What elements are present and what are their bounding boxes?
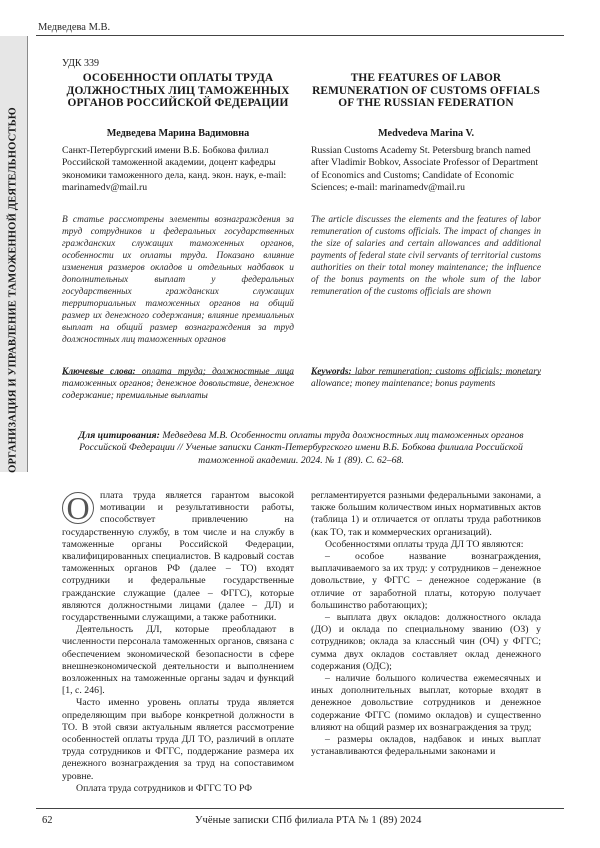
affiliation-ru: Санкт-Петербургский имени В.Б. Бобкова филиал Российской таможенной академии, доцент кафедры экономики таможенного дела, канд. экон. наук, e-mail: marinamedv@mail.ru	[62, 145, 287, 194]
title-en: THE FEATURES OF LABOR REMUNERATION OF CUSTOMS OFFIALS OF THE RUSSIAN FEDERATION	[312, 72, 540, 110]
citation-text: Медведева М.В. Особенности оплаты труда должностных лиц таможенных органов Российской Федерации // Ученые записки Санкт-Петербургского имени В.Б. Бобкова филиала Российской таможенной академии. 2024. № 1 (89). С. 62–68.	[79, 430, 524, 466]
abstract-ru: В статье рассмотрены элементы вознаграждения за труд сотрудников и федеральных государственных гражданских служащих таможенных органов, особенности их оплаты труда. Показано влияние изменения размеров окладов и отдельных надбавок и дополнительных выплат у федеральных государственных гражданских служащих территориальных таможенных органов на общий размер их денежного содержания; влияние премиальных выплат на общий размер вознаграждения за труд должностных лиц таможенных органов	[62, 215, 294, 345]
author-ru: Медведева Марина Вадимовна	[106, 128, 250, 139]
keywords-label-ru: Ключевые слова:	[62, 367, 136, 377]
author-en: Medvedeva Marina V.	[377, 128, 475, 139]
list-item: – наличие большого количества ежемесячных и иных дополнительных выплат, которые входят в денежное довольствие сотрудников и денежное содержание ФГГС (помимо окладов) и существенно влияют на общий размер их вознаграждения за труд;	[311, 673, 541, 733]
abstract-en: The article discusses the elements and the features of labor remuneration of customs officials. The impact of changes in the size of salaries and certain allowances and additional payments of federal state civil servants of territorial customs authorities on their total money maintenance; the influence of the bonus payments on the whole sum of the labor remuneration of the customs officials are shown	[311, 215, 541, 297]
affiliation-en: Russian Customs Academy St. Petersburg branch named after Vladimir Bobkov, Associate Professor of Department of Economics and Customs; Candidate of Economic Sciences; e-mail: marinamedv@mail.ru	[311, 145, 539, 194]
body-column-right	[311, 490, 541, 758]
keywords-text-ru: оплата труда; должностные лица таможенных органов; денежное довольствие, денежное содержание; премиальные выплаты	[62, 367, 294, 401]
section-side-label: ОРГАНИЗАЦИЯ И УПРАВЛЕНИЕ ТАМОЖЕННОЙ ДЕЯТЕЛЬНОСТЬЮ	[7, 107, 19, 473]
keywords-text-en: labor remuneration; customs officials; monetary allowance; money maintenance; bonus payments	[311, 367, 541, 389]
header-divider	[36, 35, 564, 36]
footer-journal-title: Учёные записки СПб филиала РТА № 1 (89) 2024	[195, 815, 422, 826]
section-side-band	[0, 36, 28, 472]
udk-code: УДК 339	[62, 58, 100, 69]
citation-block	[62, 430, 540, 467]
body-paragraph: Особенностями оплаты труда ДЛ ТО являются:	[325, 538, 524, 550]
body-paragraph: регламентируется разными федеральными законами, а также большим количеством иных нормативных актов (таблица 1) и отличается от оплаты труда работников (как ТО, так и коммерческих организаций).	[311, 490, 541, 538]
title-ru: ОСОБЕННОСТИ ОПЛАТЫ ТРУДА ДОЛЖНОСТНЫХ ЛИЦ ТАМОЖЕННЫХ ОРГАНОВ РОССИЙСКОЙ ФЕДЕРАЦИИ	[66, 72, 290, 110]
keywords-ru	[62, 366, 294, 402]
body-paragraph: Оплата труда сотрудников и ФГГС ТО РФ	[76, 782, 253, 794]
body-paragraph: Деятельность ДЛ, которые преобладают в численности персонала таможенных органов, связана с обеспечением экономической безопасности в сфере внешнеэкономической деятельности и выполнением возложенных на таможенные органы задач и функций [1, с. 246].	[62, 624, 294, 697]
page-number: 62	[42, 815, 53, 826]
body-column-left	[62, 490, 294, 795]
dropcap-letter: О	[66, 490, 90, 526]
body-paragraph-text: плата труда является гарантом высокой мотивации и результативности работы, способствует привлечению на государственную службу, в том числе и на службу в таможенные органы Российской Федерации, квалифицированных специалистов. В кадровый состав таможенных органов РФ (далее – ТО) входят сотрудники и федеральные государственные гражданские служащие (далее – ФГГС), которые являются должностными лицами (далее – ДЛ) и государственными служащими, а также работники.	[62, 490, 294, 624]
dropcap-circle	[62, 492, 94, 524]
list-item: – выплата двух окладов: должностного оклада (ДО) и оклада по специальному званию (ОЗ) у сотрудников; оклада за классный чин (ОЧ) у ФГГС; сумма двух окладов составляет оклад денежного содержания (ОДС);	[311, 612, 541, 672]
running-header-author: Медведева М.В.	[38, 22, 111, 33]
body-paragraph	[62, 490, 294, 624]
body-paragraph: Часто именно уровень оплаты труда является определяющим при выборе конкретной должности в ТО. В этой связи актуальным является рассмотрение особенностей оплаты труда ДЛ ТО, различий в оплате труда сотрудников и ФГГС, поддержание размера их денежного вознаграждения за труд на сопоставимом уровне.	[62, 697, 294, 782]
footer-divider	[36, 808, 564, 809]
keywords-en	[311, 366, 541, 390]
list-item: – размеры окладов, надбавок и иных выплат устанавливаются федеральными законами и	[311, 734, 541, 758]
keywords-label-en: Keywords:	[311, 367, 352, 377]
citation-label: Для цитирования:	[78, 430, 160, 441]
list-item: – особое название вознаграждения, выплачиваемого за их труд: у сотрудников – денежное довольствие, у ФГГС – денежное содержание (в отличие от заработной платы, которую получает большинство работающих);	[311, 551, 541, 611]
